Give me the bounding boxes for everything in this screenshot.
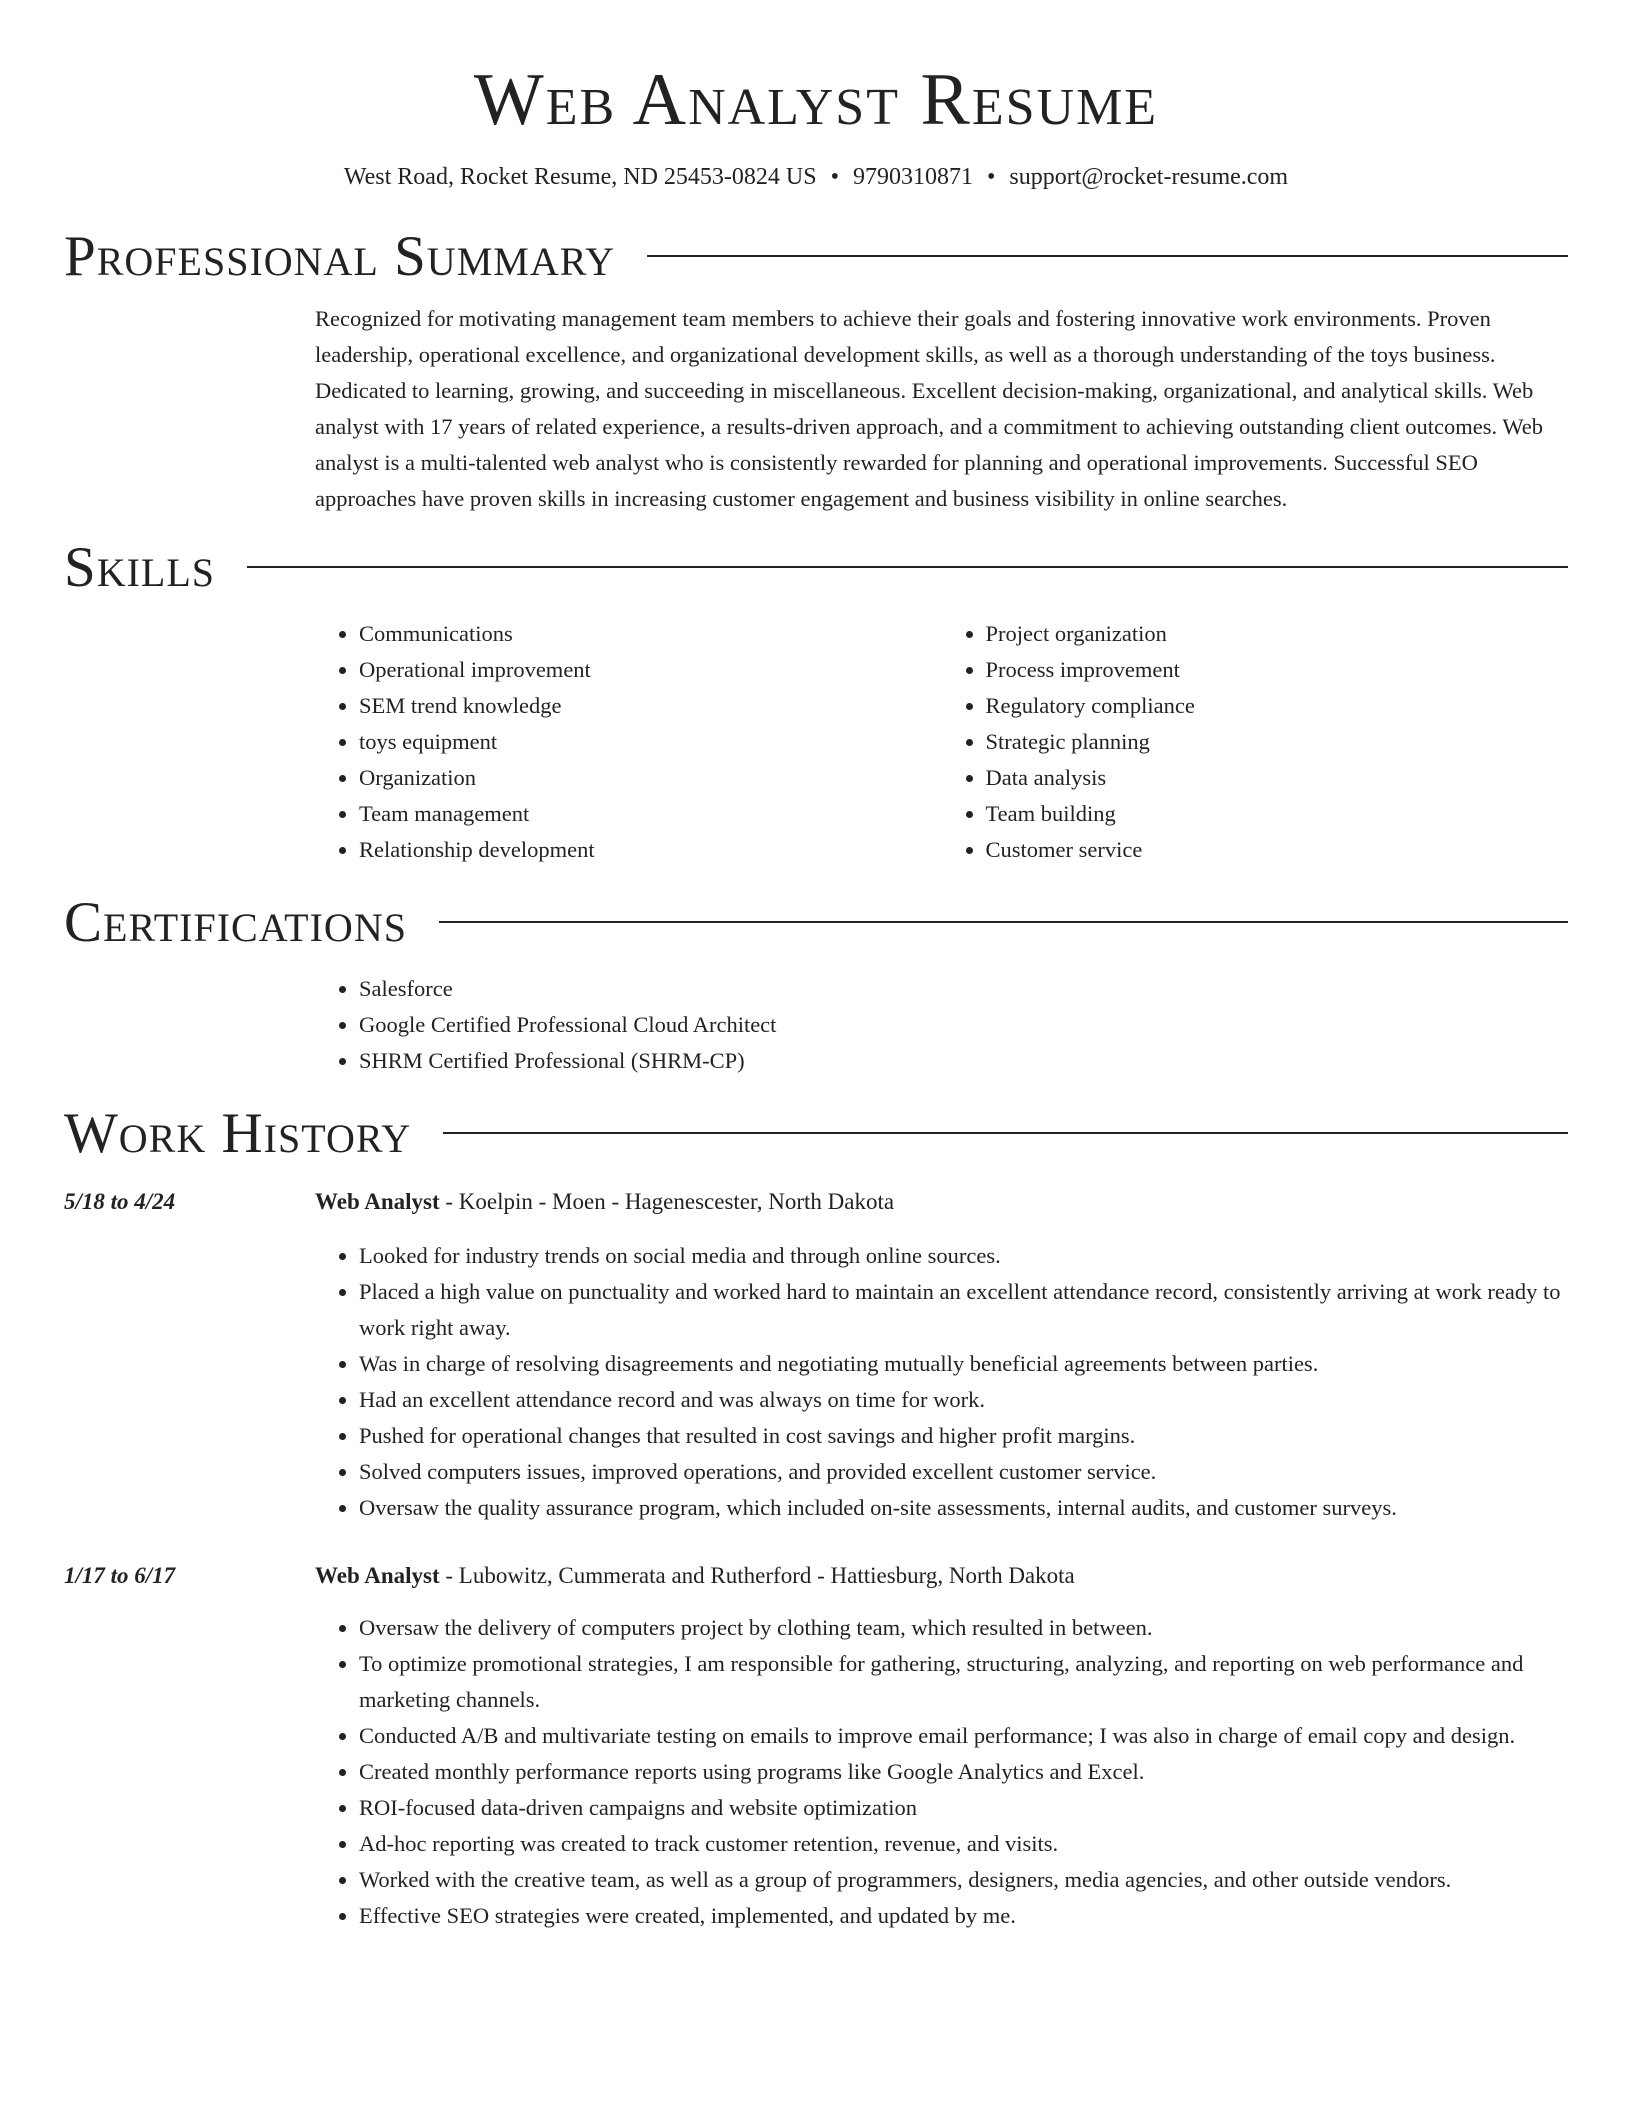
job-employer: - Lubowitz, Cummerata and Rutherford - Hattiesburg, North Dakota: [439, 1562, 1075, 1588]
resume-page: [64, 0, 1568, 1934]
job-duty-item: • Oversaw the quality assurance program, which included on-site assessments, internal audits, and customer surveys.: [359, 1490, 1568, 1526]
skill-item: • Team building: [986, 796, 1569, 832]
section-divider: [647, 255, 1568, 257]
job-duty-item: • Was in charge of resolving disagreements and negotiating mutually beneficial agreements between parties.: [359, 1346, 1568, 1382]
job-duty-item: • To optimize promotional strategies, I am responsible for gathering, structuring, analyzing, and reporting on web performance and marketing channels.: [359, 1646, 1568, 1718]
contact-line: [64, 163, 1568, 192]
skill-item: • Communications: [359, 616, 942, 652]
job-duty-item: • Looked for industry trends on social media and through online sources.: [359, 1238, 1568, 1274]
job-duty-item: • Ad-hoc reporting was created to track customer retention, revenue, and visits.: [359, 1826, 1568, 1862]
skill-item: • Data analysis: [986, 760, 1569, 796]
job-duty-item: • Solved computers issues, improved operations, and provided excellent customer service.: [359, 1454, 1568, 1490]
job-role: [315, 1558, 1568, 1594]
job-header: [64, 1558, 1568, 1594]
contact-phone: 9790310871: [853, 164, 973, 191]
certifications-content: [315, 971, 1568, 1079]
job-duty-item: • Worked with the creative team, as well as a group of programmers, designers, media agencies, and other outside vendors.: [359, 1862, 1568, 1898]
skill-item: • Customer service: [986, 832, 1569, 868]
skill-item: • Organization: [359, 760, 942, 796]
contact-separator: •: [987, 164, 996, 191]
skills-left-column: [315, 616, 942, 868]
job-dates: 1/17 to 6/17: [64, 1562, 176, 1588]
summary-content: [315, 301, 1568, 517]
certification-item: • SHRM Certified Professional (SHRM-CP): [359, 1043, 1568, 1079]
job-duties: [315, 1238, 1568, 1526]
certifications-list: [315, 971, 1568, 1079]
skill-item: • Process improvement: [986, 652, 1569, 688]
certification-item: • Salesforce: [359, 971, 1568, 1007]
job-duty-item: • Effective SEO strategies were created, implemented, and updated by me.: [359, 1898, 1568, 1934]
job-duty-item: • Oversaw the delivery of computers project by clothing team, which resulted in between.: [359, 1610, 1568, 1646]
contact-email: support@rocket-resume.com: [1009, 164, 1289, 191]
skill-item: • Project organization: [986, 616, 1569, 652]
skill-item: • toys equipment: [359, 724, 942, 760]
resume-title: Web Analyst Resume: [473, 59, 1159, 141]
certifications-heading: Certifications: [64, 890, 407, 954]
section-divider: [443, 1132, 1568, 1134]
certifications-section-header: [64, 890, 1568, 954]
summary-section-header: [64, 224, 1568, 288]
skill-item: • Team management: [359, 796, 942, 832]
job-header: [64, 1184, 1568, 1220]
summary-heading: Professional Summary: [64, 224, 616, 288]
job-title: Web Analyst: [315, 1188, 440, 1214]
job-title: Web Analyst: [315, 1562, 440, 1588]
job-duty-item: • Conducted A/B and multivariate testing on emails to improve email performance; I was also in charge of email copy and design.: [359, 1718, 1568, 1754]
job-duties-list: [315, 1610, 1568, 1934]
certification-item: • Google Certified Professional Cloud Architect: [359, 1007, 1568, 1043]
skills-heading: Skills: [64, 535, 216, 599]
work-history-heading: Work History: [64, 1101, 412, 1165]
job-duty-item: • ROI-focused data-driven campaigns and website optimization: [359, 1790, 1568, 1826]
contact-separator: •: [830, 164, 839, 191]
job-duty-item: • Created monthly performance reports using programs like Google Analytics and Excel.: [359, 1754, 1568, 1790]
job-duties: [315, 1610, 1568, 1934]
job-duties-list: [315, 1238, 1568, 1526]
skills-section-header: [64, 535, 1568, 599]
skill-item: • SEM trend knowledge: [359, 688, 942, 724]
summary-text: Recognized for motivating management team members to achieve their goals and fostering innovative work environments. Proven leadership, operational excellence, and organizational development skills, as well as a thorough understanding of the toys business. Dedicated to learning, growing, and succeeding in miscellaneous. Excellent decision-making, organizational, and analytical skills. Web analyst with 17 years of related experience, a results-driven approach, and a commitment to achieving outstanding client outcomes. Web analyst is a multi-talented web analyst who is consistently rewarded for planning and operational improvements. Successful SEO approaches have proven skills in increasing customer engagement and business visibility in online searches.: [315, 305, 1543, 511]
skills-list: [315, 616, 1568, 868]
job-entry: [64, 1558, 1568, 1934]
skill-item: • Relationship development: [359, 832, 942, 868]
job-dates: 5/18 to 4/24: [64, 1188, 176, 1214]
work-history-section-header: [64, 1101, 1568, 1165]
job-role: [315, 1184, 1568, 1220]
job-duty-item: • Had an excellent attendance record and was always on time for work.: [359, 1382, 1568, 1418]
skill-item: • Operational improvement: [359, 652, 942, 688]
job-entry: [64, 1184, 1568, 1526]
contact-address: West Road, Rocket Resume, ND 25453-0824 US: [343, 164, 817, 191]
job-duty-item: • Pushed for operational changes that resulted in cost savings and higher profit margins.: [359, 1418, 1568, 1454]
section-divider: [439, 921, 1568, 923]
skill-item: • Regulatory compliance: [986, 688, 1569, 724]
section-divider: [247, 566, 1568, 568]
skill-item: • Strategic planning: [986, 724, 1569, 760]
job-employer: - Koelpin - Moen - Hagenescester, North Dakota: [439, 1188, 895, 1214]
job-duty-item: • Placed a high value on punctuality and worked hard to maintain an excellent attendance record, consistently arriving at work ready to work right away.: [359, 1274, 1568, 1346]
skills-right-column: [942, 616, 1569, 868]
